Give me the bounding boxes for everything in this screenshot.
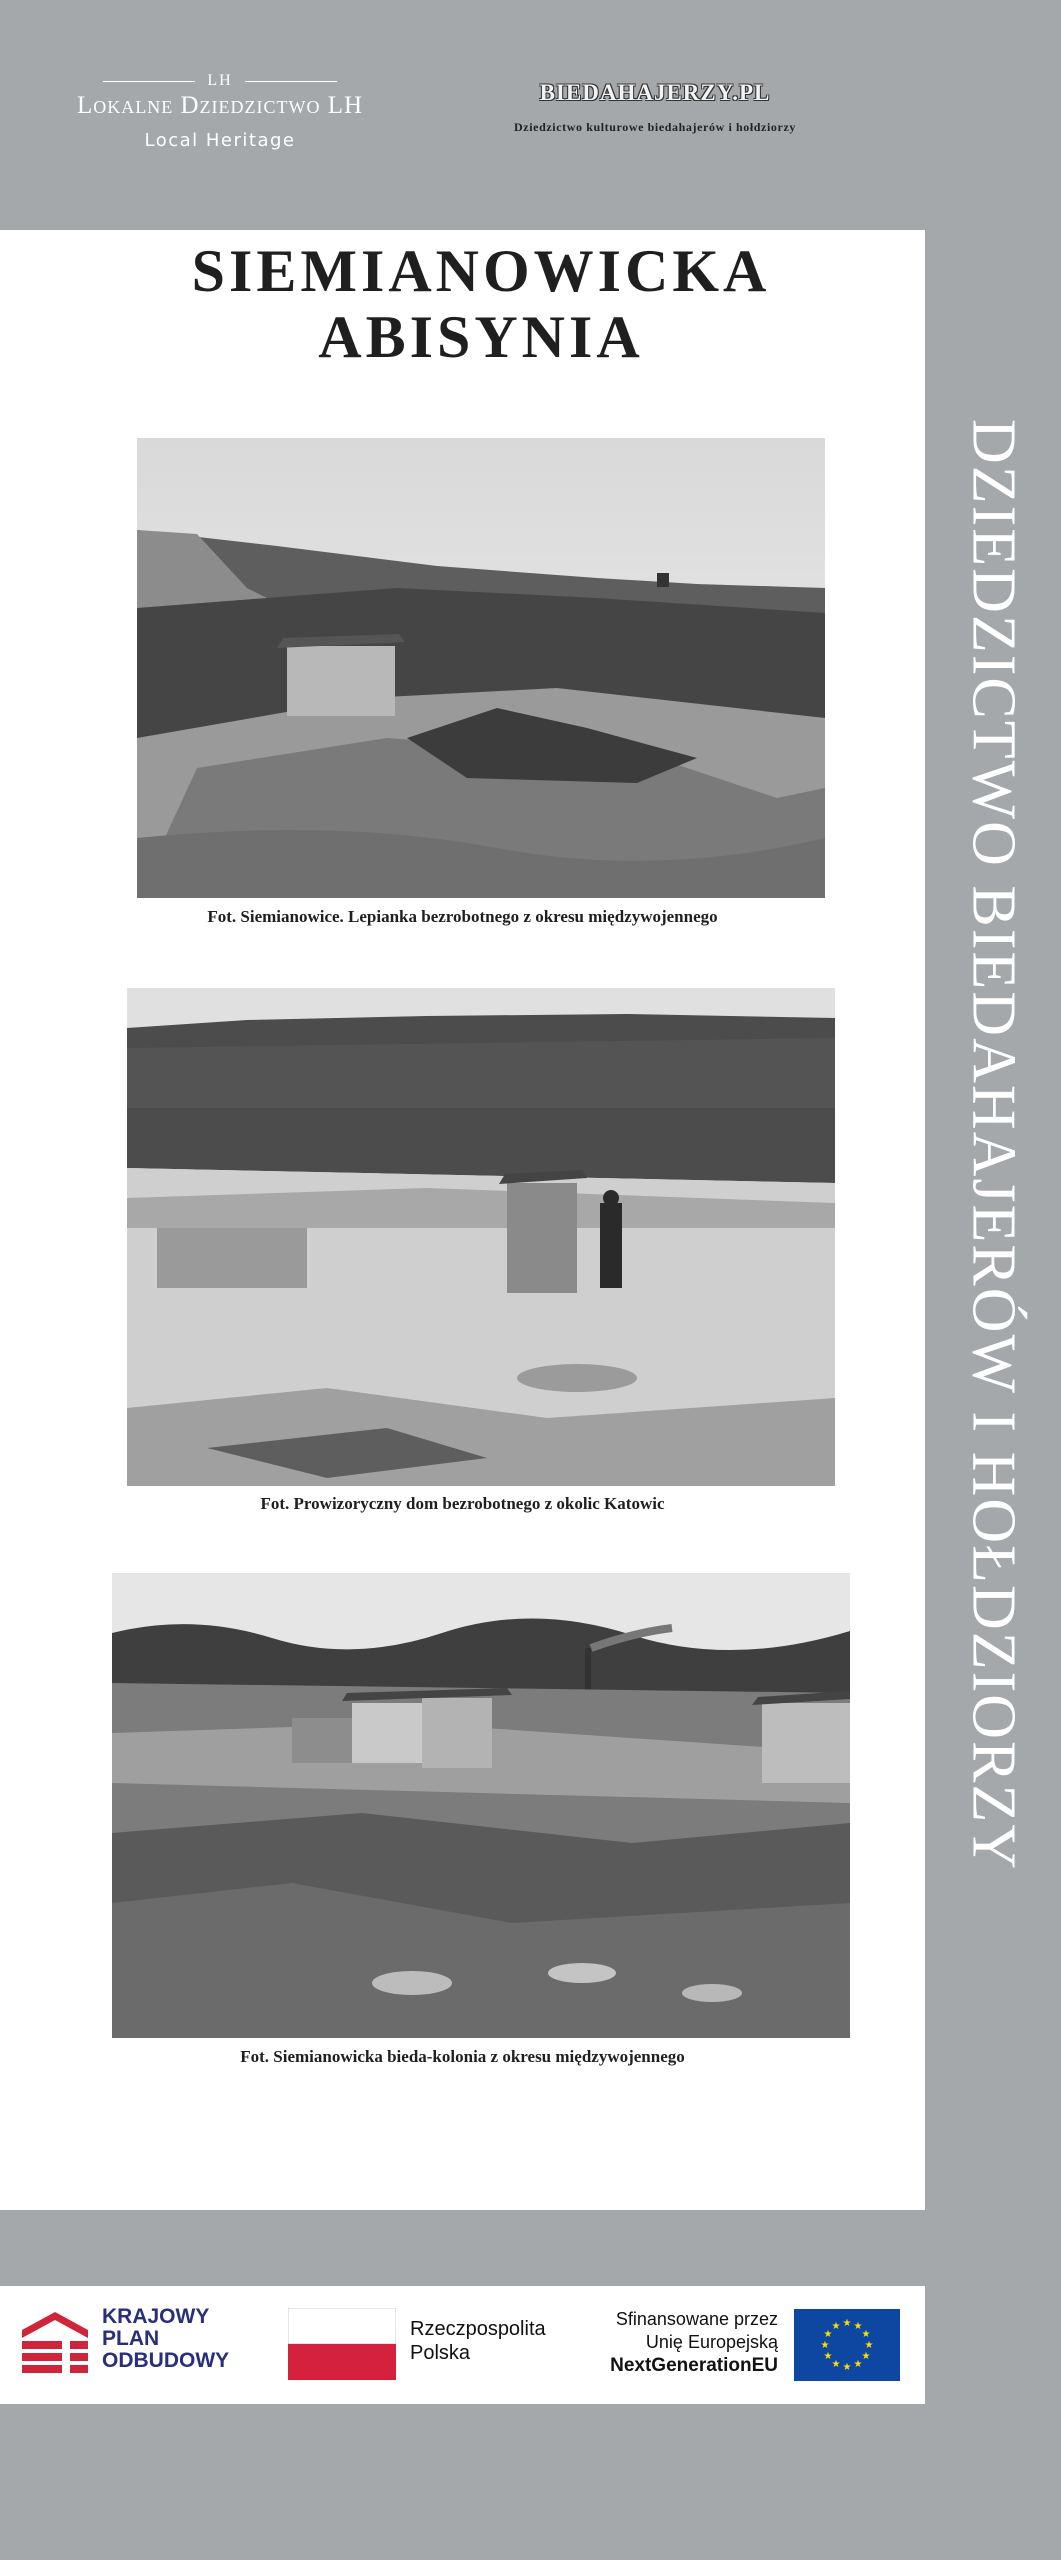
svg-text:★: ★	[853, 2321, 863, 2332]
eu-line-1: Sfinansowane przez	[615, 2309, 778, 2329]
site-title: BIEDAHAJERZY.PL	[539, 80, 771, 105]
photo-1-image	[137, 438, 825, 898]
title-line-1: SIEMIANOWICKA	[191, 238, 771, 304]
svg-text:★: ★	[820, 2340, 830, 2351]
svg-text:★: ★	[861, 2351, 871, 2362]
site-subtitle: Dziedzictwo kulturowe biedahajerów i hołdziorzy	[514, 120, 796, 134]
header	[0, 0, 925, 230]
photo-2-caption: Fot. Prowizoryczny dom bezrobotnego z okolic Katowic	[260, 1494, 665, 1513]
funding-logos-bar	[0, 2286, 925, 2404]
vertical-title: DZIEDZICTWO BIEDAHAJERÓW I HOŁDZIORZY	[959, 418, 1028, 1872]
kpo-logo-icon	[22, 2308, 88, 2380]
photo-3-image	[112, 1573, 850, 2038]
title-line-2: ABISYNIA	[318, 304, 644, 370]
logo-rule-right	[245, 81, 337, 82]
rzeczpospolita-logo[interactable]	[410, 2317, 546, 2365]
eu-funding-text[interactable]	[560, 2308, 778, 2377]
svg-text:★: ★	[842, 2362, 852, 2373]
photo-1-caption: Fot. Siemianowice. Lepianka bezrobotnego z okresu międzywojennego	[207, 907, 718, 926]
eu-flag-icon	[794, 2309, 900, 2381]
pl-line-1: Rzeczpospolita	[410, 2318, 546, 2340]
kpo-line-1: KRAJOWY	[102, 2305, 210, 2328]
svg-text:★: ★	[823, 2351, 833, 2362]
photo-2	[127, 988, 835, 1486]
biedahajerzy-logo[interactable]	[450, 80, 860, 135]
svg-text:★: ★	[831, 2359, 841, 2370]
svg-text:★: ★	[842, 2318, 852, 2329]
bottom-gray-band	[0, 2404, 925, 2560]
pl-line-2: Polska	[410, 2342, 471, 2364]
photo-2-image	[127, 988, 835, 1486]
lh-mark-text: LH	[207, 72, 233, 89]
svg-text:★: ★	[864, 2340, 874, 2351]
logo-rule-left	[103, 81, 195, 82]
photo-1	[137, 438, 825, 898]
svg-text:★: ★	[831, 2321, 841, 2332]
kpo-logo[interactable]	[102, 2306, 229, 2372]
svg-text:★: ★	[823, 2329, 833, 2340]
photo-3-caption: Fot. Siemianowicka bieda-kolonia z okresu międzywojennego	[240, 2047, 685, 2066]
svg-text:★: ★	[853, 2359, 863, 2370]
eu-line-3: NextGenerationEU	[610, 2355, 778, 2376]
svg-text:★: ★	[861, 2329, 871, 2340]
page-title	[0, 238, 962, 370]
main-panel	[0, 230, 925, 2210]
lh-logo-subtitle: Local Heritage	[144, 130, 296, 151]
footer-gray-band	[0, 2210, 925, 2286]
kpo-line-2: PLAN	[102, 2327, 160, 2350]
kpo-line-3: ODBUDOWY	[102, 2349, 230, 2372]
lokalne-dziedzictwo-logo[interactable]	[50, 72, 390, 151]
photo-3	[112, 1573, 850, 2038]
eu-line-2: Unię Europejską	[645, 2332, 778, 2352]
lh-logo-title: Lokalne Dziedzictwo LH	[76, 92, 364, 119]
polish-flag-icon	[288, 2308, 396, 2380]
